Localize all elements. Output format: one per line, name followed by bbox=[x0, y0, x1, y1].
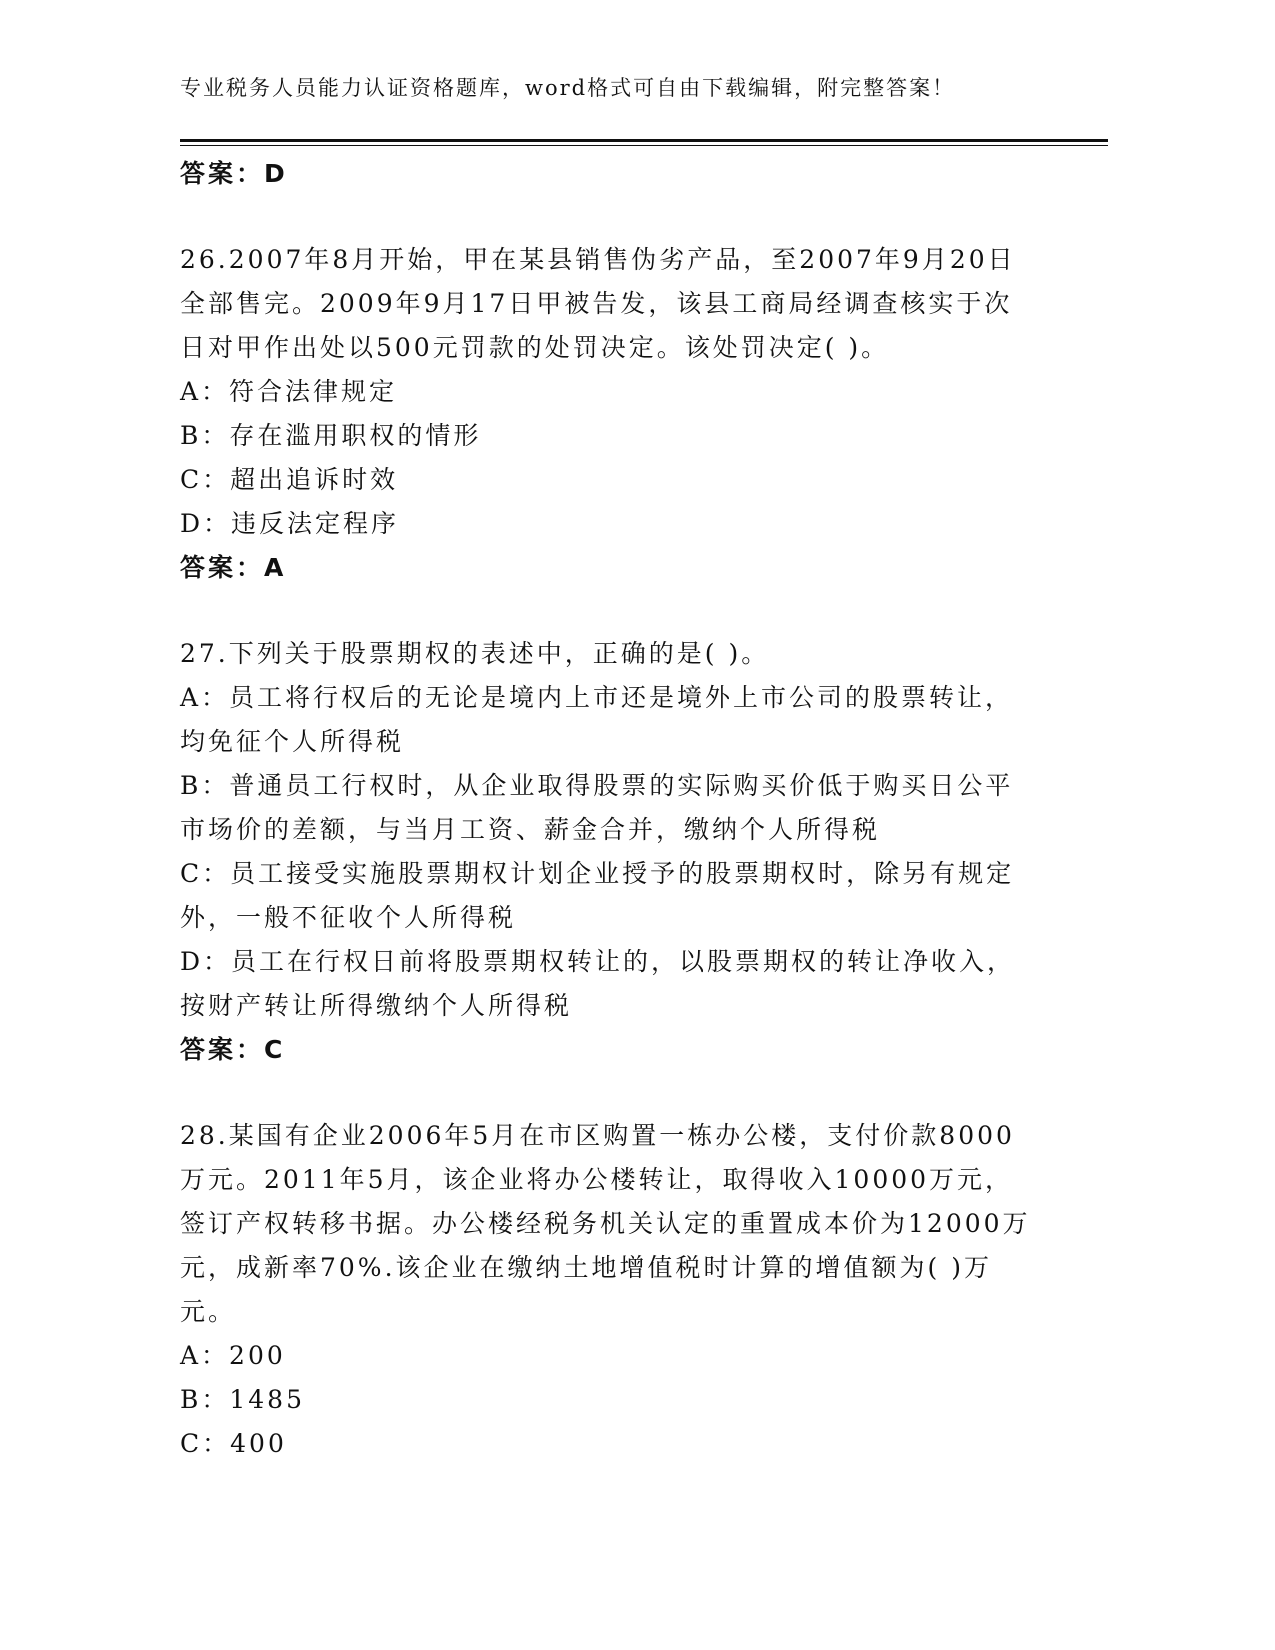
question-stem: 28.某国有企业2006年5月在市区购置一栋办公楼，支付价款8000万元。2011年5月，该企业将办公楼转让，取得收入10000万元，签订产权转移书据。办公楼经税务机关认定的重置成本价为12000万元，成新率70%.该企业在缴纳土地增值税时计算的增值额为( )万元。 bbox=[180, 1121, 1031, 1326]
header-rule-thin bbox=[180, 145, 1108, 146]
question-28 bbox=[180, 1114, 1040, 1466]
question-27 bbox=[180, 632, 1040, 1071]
page-header: 专业税务人员能力认证资格题库，word格式可自由下载编辑，附完整答案！ bbox=[180, 76, 956, 100]
option-d: D：员工在行权日前将股票期权转让的，以股票期权的转让净收入，按财产转让所得缴纳个人所得税 bbox=[180, 947, 1016, 1020]
answer-line: 答案：C bbox=[180, 1035, 286, 1064]
option-a: A：200 bbox=[180, 1341, 286, 1370]
question-stem: 26.2007年8月开始，甲在某县销售伪劣产品，至2007年9月20日全部售完。2009年9月17日甲被告发，该县工商局经调查核实于次日对甲作出处以500元罚款的处罚决定。该处罚决定( )。 bbox=[180, 245, 1016, 362]
option-b: B：存在滥用职权的情形 bbox=[180, 421, 482, 450]
option-b: B：1485 bbox=[180, 1385, 305, 1414]
option-c: C：超出追诉时效 bbox=[180, 465, 399, 494]
answer-line: 答案：D bbox=[180, 159, 288, 188]
answer-line: 答案：A bbox=[180, 553, 287, 582]
option-c: C：400 bbox=[180, 1429, 287, 1458]
document-body bbox=[180, 152, 1040, 1466]
option-b: B：普通员工行权时，从企业取得股票的实际购买价低于购买日公平市场价的差额，与当月工资、薪金合并，缴纳个人所得税 bbox=[180, 771, 1014, 844]
option-c: C：员工接受实施股票期权计划企业授予的股票期权时，除另有规定外，一般不征收个人所得税 bbox=[180, 859, 1015, 932]
option-a: A：员工将行权后的无论是境内上市还是境外上市公司的股票转让，均免征个人所得税 bbox=[180, 683, 1014, 756]
option-a: A：符合法律规定 bbox=[180, 377, 398, 406]
question-stem: 27.下列关于股票期权的表述中，正确的是( )。 bbox=[180, 639, 770, 668]
question-26 bbox=[180, 238, 1040, 589]
header-rule bbox=[180, 139, 1108, 142]
option-d: D：违反法定程序 bbox=[180, 509, 400, 538]
